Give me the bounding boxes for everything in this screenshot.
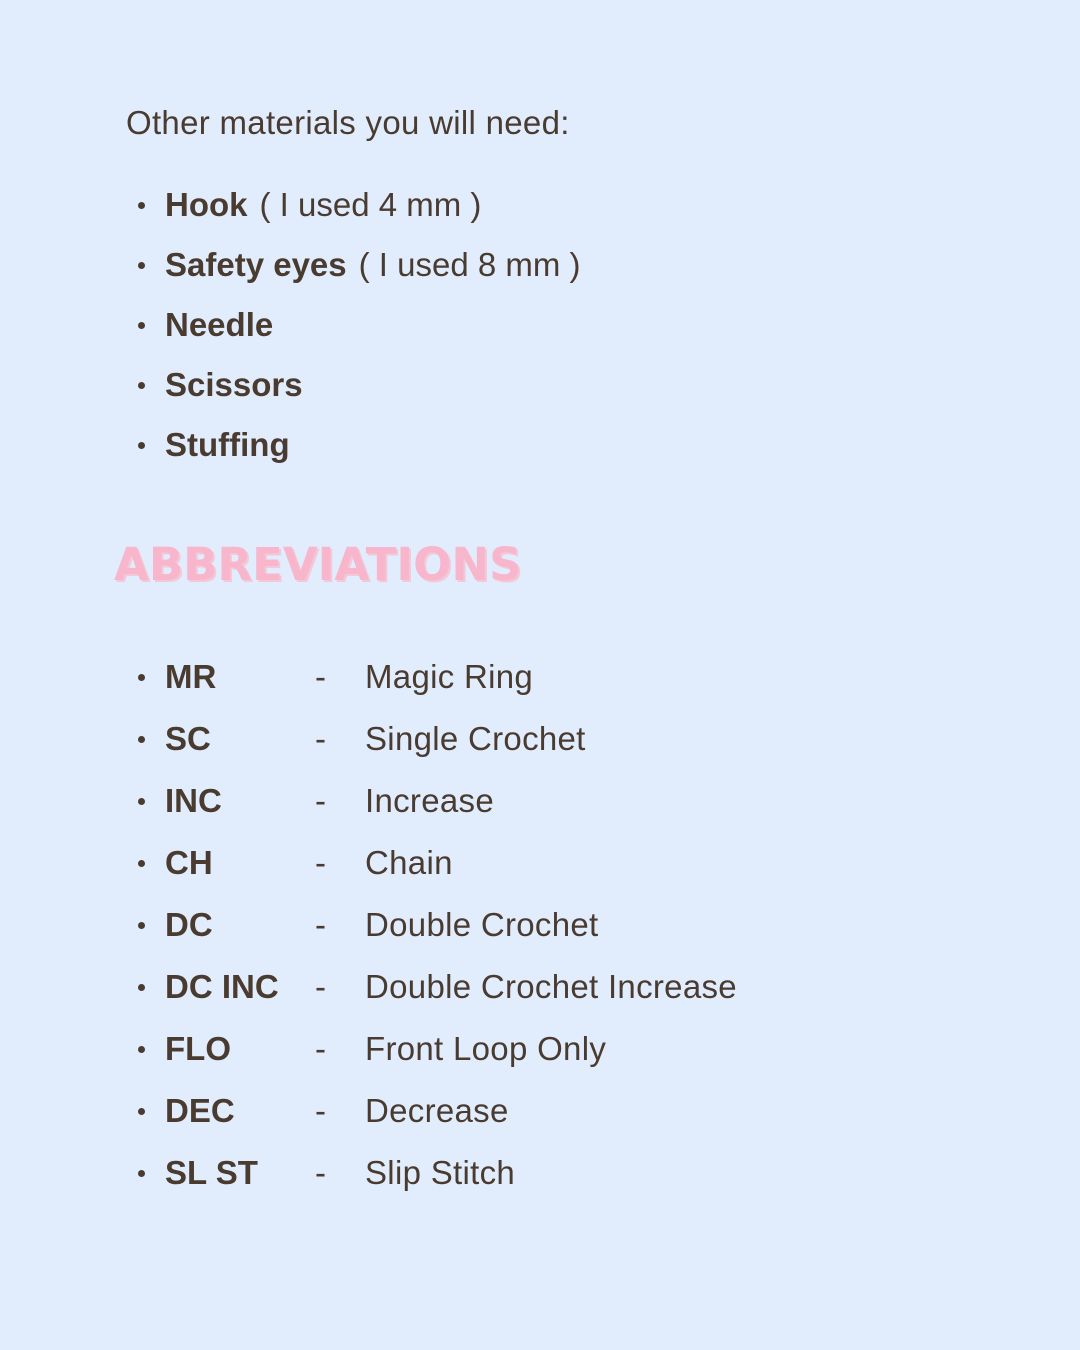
bullet-icon	[138, 202, 145, 209]
abbreviation: CH	[165, 844, 213, 881]
list-item	[138, 355, 581, 415]
abbreviation: DEC	[165, 1092, 235, 1129]
abbreviation-meaning: Front Loop Only	[365, 1030, 607, 1067]
abbreviation-meaning: Decrease	[365, 1092, 509, 1129]
bullet-icon	[138, 1108, 145, 1115]
separator-dash: -	[315, 720, 326, 757]
abbreviation: DC	[165, 906, 213, 943]
list-item	[138, 415, 581, 475]
abbreviation-meaning: Double Crochet Increase	[365, 968, 737, 1005]
separator-dash: -	[315, 1030, 326, 1067]
bullet-icon	[138, 922, 145, 929]
material-note: ( I used 8 mm )	[358, 246, 581, 283]
list-item	[138, 894, 737, 956]
abbreviation-meaning: Chain	[365, 844, 453, 881]
bullet-icon	[138, 736, 145, 743]
abbreviation: SC	[165, 720, 211, 757]
material-name: Safety eyes	[165, 246, 347, 283]
bullet-icon	[138, 262, 145, 269]
list-item	[138, 295, 581, 355]
bullet-icon	[138, 1046, 145, 1053]
list-item	[138, 770, 737, 832]
bullet-icon	[138, 1170, 145, 1177]
list-item	[138, 1018, 737, 1080]
list-item	[138, 832, 737, 894]
abbreviations-heading: ABBREVIATIONS	[114, 538, 522, 591]
abbreviations-list	[138, 646, 737, 1204]
materials-intro: Other materials you will need:	[126, 104, 570, 141]
list-item	[138, 646, 737, 708]
bullet-icon	[138, 860, 145, 867]
abbreviation-meaning: Double Crochet	[365, 906, 599, 943]
abbreviation: INC	[165, 782, 222, 819]
separator-dash: -	[315, 968, 326, 1005]
bullet-icon	[138, 322, 145, 329]
bullet-icon	[138, 984, 145, 991]
materials-list	[138, 175, 581, 475]
material-name: Scissors	[165, 366, 303, 403]
material-name: Stuffing	[165, 426, 290, 463]
separator-dash: -	[315, 1092, 326, 1129]
bullet-icon	[138, 442, 145, 449]
material-note: ( I used 4 mm )	[259, 186, 482, 223]
list-item	[138, 175, 581, 235]
abbreviation: DC INC	[165, 968, 279, 1005]
material-name: Needle	[165, 306, 274, 343]
abbreviation-meaning: Slip Stitch	[365, 1154, 516, 1191]
material-name: Hook	[165, 186, 248, 223]
list-item	[138, 1080, 737, 1142]
abbreviation: MR	[165, 658, 217, 695]
bullet-icon	[138, 798, 145, 805]
bullet-icon	[138, 382, 145, 389]
separator-dash: -	[315, 782, 326, 819]
abbreviation-meaning: Increase	[365, 782, 494, 819]
abbreviation: SL ST	[165, 1154, 258, 1191]
list-item	[138, 956, 737, 1018]
separator-dash: -	[315, 844, 326, 881]
list-item	[138, 1142, 737, 1204]
abbreviation: FLO	[165, 1030, 231, 1067]
list-item	[138, 708, 737, 770]
list-item	[138, 235, 581, 295]
separator-dash: -	[315, 1154, 326, 1191]
separator-dash: -	[315, 906, 326, 943]
bullet-icon	[138, 674, 145, 681]
separator-dash: -	[315, 658, 326, 695]
abbreviation-meaning: Single Crochet	[365, 720, 586, 757]
abbreviation-meaning: Magic Ring	[365, 658, 534, 695]
